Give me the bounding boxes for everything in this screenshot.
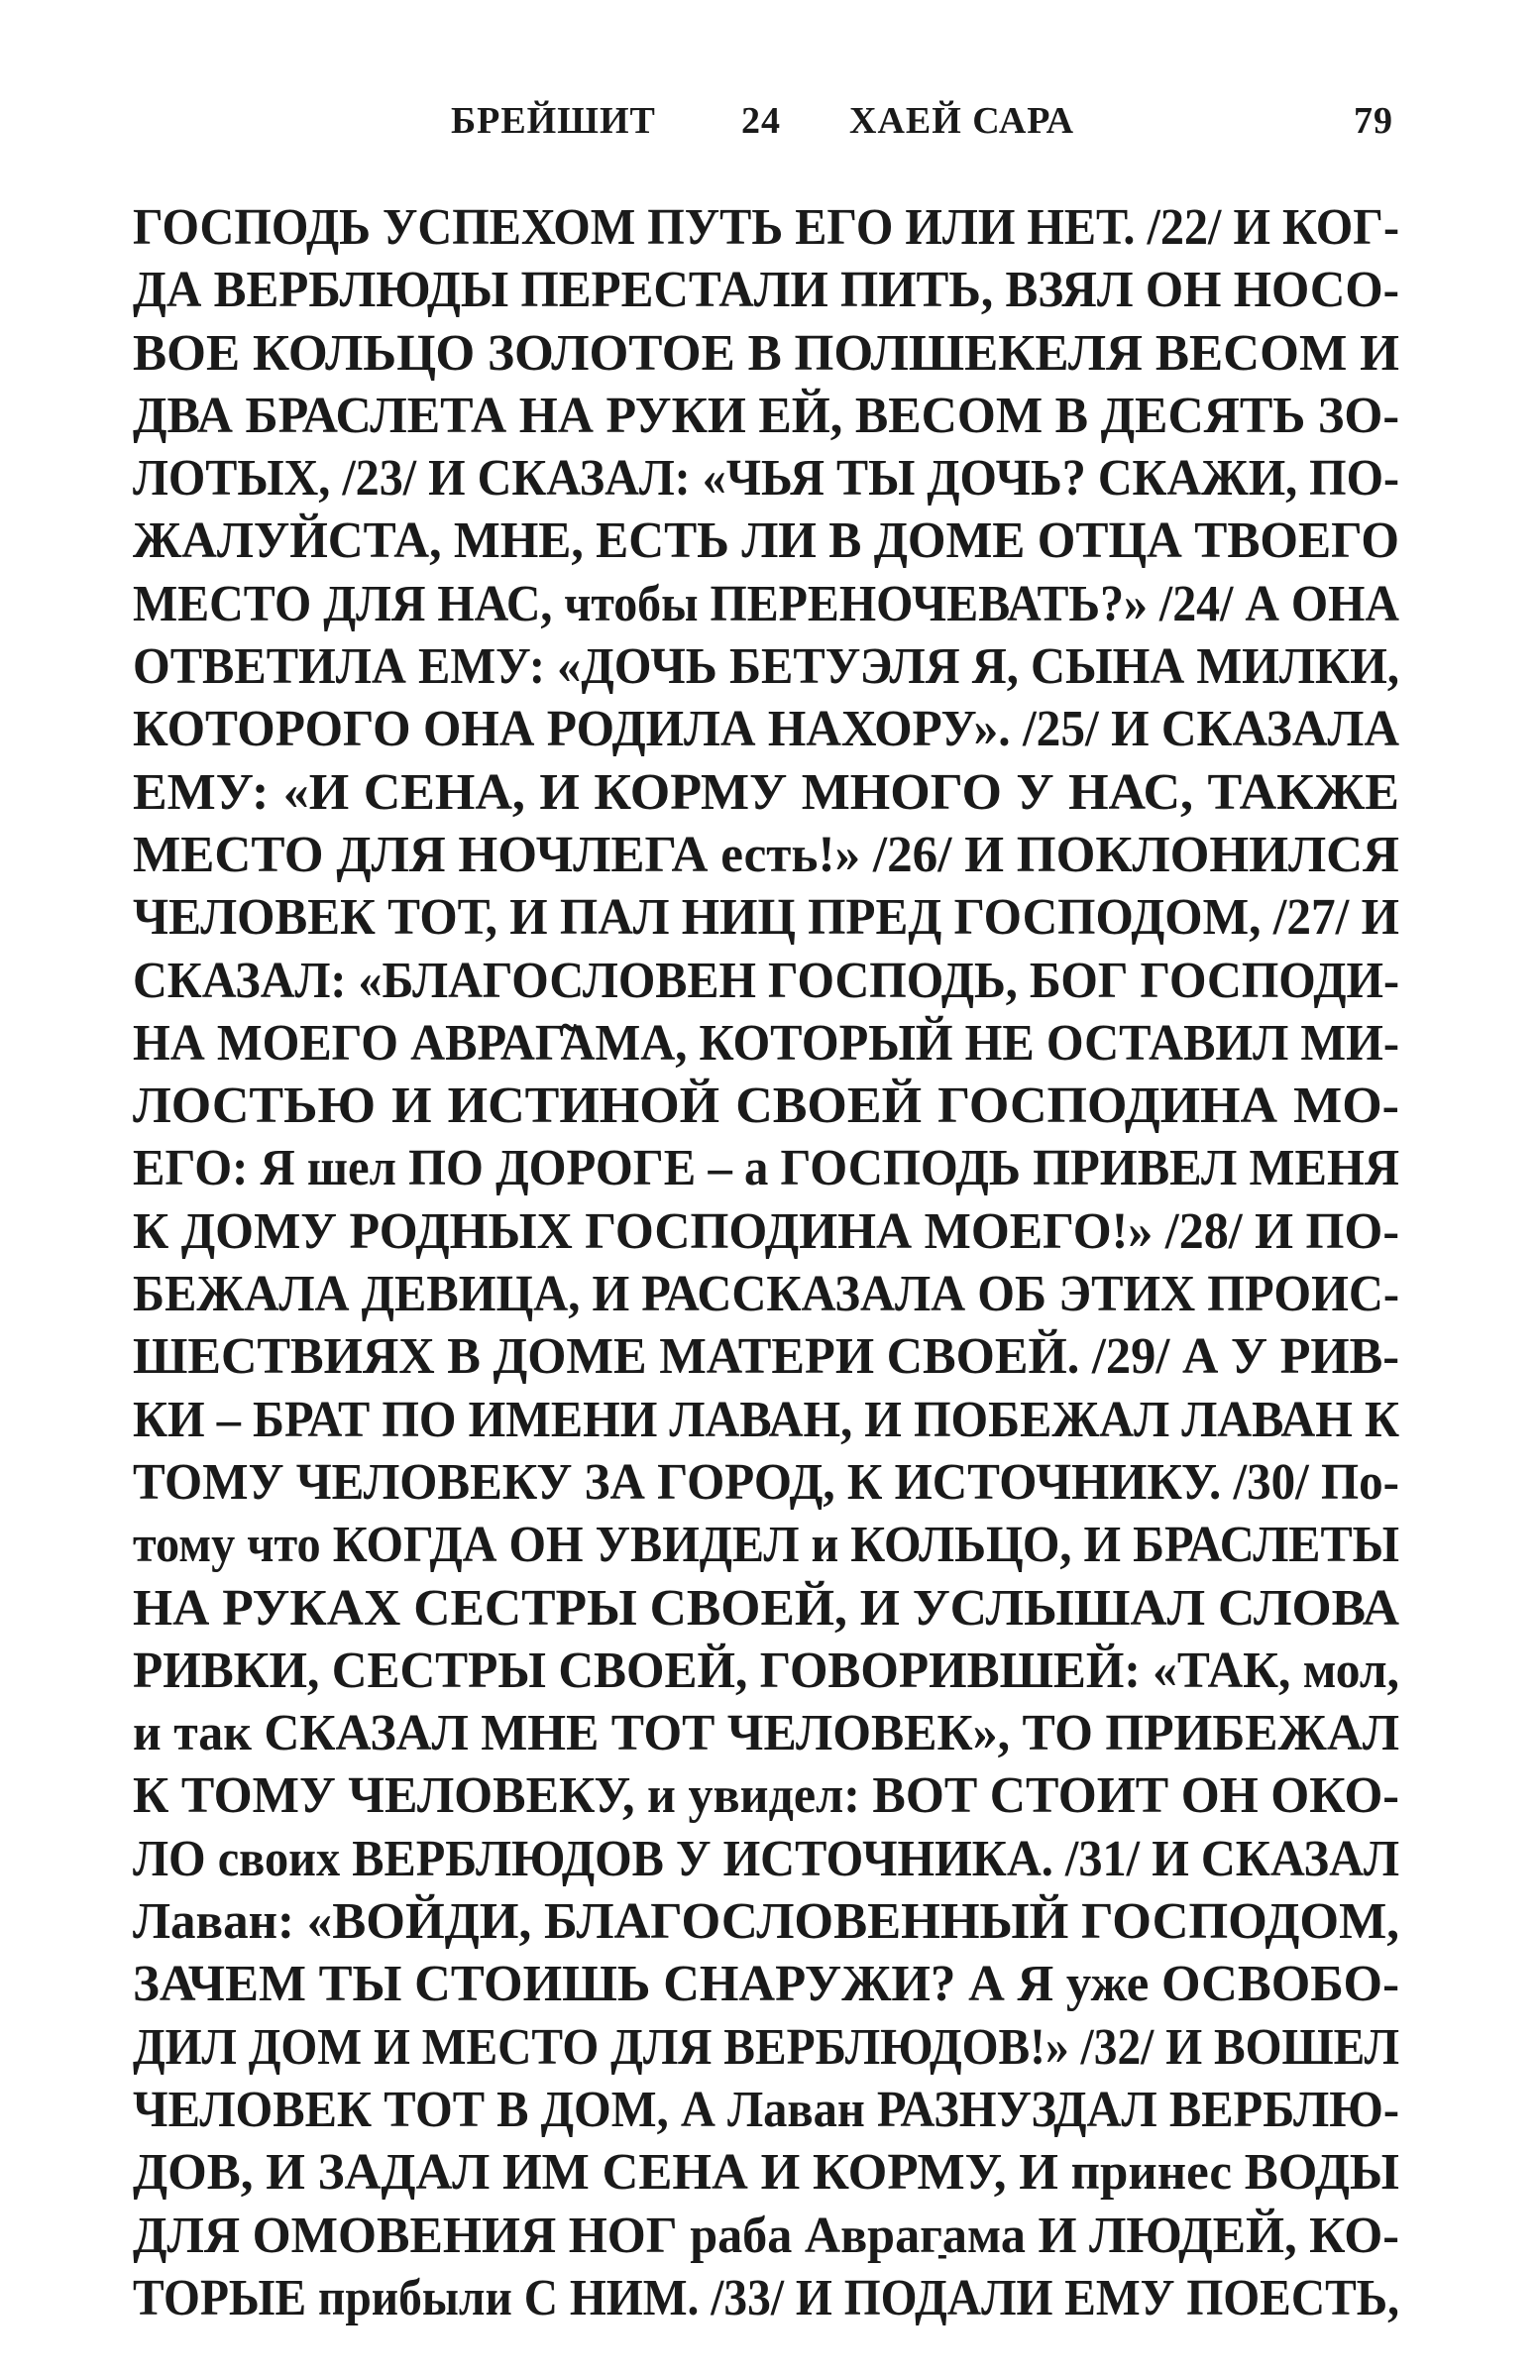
text-line-content: ОТВЕТИЛА ЕМУ: «ДОЧЬ БЕТУЭЛЯ Я, СЫНА МИЛКИ, xyxy=(133,638,1399,696)
text-line-content: ТОМУ ЧЕЛОВЕКУ ЗА ГОРОД, К ИСТОЧНИКУ. /30/ По- xyxy=(133,1453,1399,1511)
text-line xyxy=(133,510,1399,572)
text-line-content: ЛОТЫХ, /23/ И СКАЗАЛ: «ЧЬЯ ТЫ ДОЧЬ? СКАЖИ, ПО- xyxy=(133,450,1399,508)
text-line-content: К ТОМУ ЧЕЛОВЕКУ, и увидел: ВОТ СТОИТ ОН ОКО- xyxy=(133,1767,1399,1825)
text-line xyxy=(133,1263,1399,1325)
text-line-content: ЛО своих ВЕРБЛЮДОВ У ИСТОЧНИКА. /31/ И СКАЗАЛ xyxy=(133,1830,1399,1887)
text-line xyxy=(133,761,1399,824)
text-line xyxy=(133,950,1399,1012)
text-line xyxy=(133,385,1399,447)
text-line-content: К ДОМУ РОДНЫХ ГОСПОДИНА МОЕГО!» /28/ И ПО- xyxy=(133,1202,1399,1260)
text-line-content: ТОРЫЕ прибыли С НИМ. /33/ И ПОДАЛИ ЕМУ ПОЕСТЬ, xyxy=(133,2269,1399,2326)
text-line xyxy=(133,1137,1399,1199)
text-line xyxy=(133,1828,1399,1890)
text-line xyxy=(133,1451,1399,1514)
text-line xyxy=(133,196,1399,259)
text-line xyxy=(133,1702,1399,1764)
text-line-content: ДОВ, И ЗАДАЛ ИМ СЕНА И КОРМУ, И принес ВОДЫ xyxy=(133,2144,1399,2202)
text-line xyxy=(133,2016,1399,2079)
text-line-content: ШЕСТВИЯХ В ДОМЕ МАТЕРИ СВОЕЙ. /29/ А У РИВ- xyxy=(133,1328,1399,1386)
text-line-content: КОТОРОГО ОНА РОДИЛА НАХОРУ». /25/ И СКАЗАЛА xyxy=(133,701,1399,758)
text-line xyxy=(133,1389,1399,1451)
text-line-content: РИВКИ, СЕСТРЫ СВОЕЙ, ГОВОРИВШЕЙ: «ТАК, мол, xyxy=(133,1642,1399,1699)
text-line-content: ДВА БРАСЛЕТА НА РУКИ ЕЙ, ВЕСОМ В ДЕСЯТЬ ЗО- xyxy=(133,387,1399,444)
text-line-content: ЕМУ: «И СЕНА, И КОРМУ МНОГО У НАС, ТАКЖЕ xyxy=(133,763,1399,821)
parsha-title: ХАЕЙ САРА xyxy=(849,100,1075,142)
text-line-content: Лаван: «ВОЙДИ, БЛАГОСЛОВЕННЫЙ ГОСПОДОМ, xyxy=(133,1893,1399,1951)
text-line xyxy=(133,447,1399,510)
text-line-content: ВОЕ КОЛЬЦО ЗОЛОТОЕ В ПОЛШЕКЕЛЯ ВЕСОМ И xyxy=(133,324,1399,382)
text-line xyxy=(133,698,1399,760)
text-line xyxy=(133,1953,1399,2015)
text-line-content: ЧЕЛОВЕК ТОТ, И ПАЛ НИЦ ПРЕД ГОСПОДОМ, /27/ И xyxy=(133,889,1399,947)
text-line-content: ЛОСТЬЮ И ИСТИНОЙ СВОЕЙ ГОСПОДИНА МО- xyxy=(133,1077,1399,1135)
book-title: БРЕЙШИТ xyxy=(451,100,656,142)
text-line-content: МЕСТО ДЛЯ НАС, чтобы ПЕРЕНОЧЕВАТЬ?» /24/ А ОНА xyxy=(133,575,1399,632)
text-line xyxy=(133,886,1399,949)
text-line xyxy=(133,1514,1399,1576)
text-line xyxy=(133,1890,1399,1953)
text-line xyxy=(133,1200,1399,1263)
body-text xyxy=(133,196,1399,2329)
text-line xyxy=(133,2141,1399,2204)
text-line-content: ДИЛ ДОМ И МЕСТО ДЛЯ ВЕРБЛЮДОВ!» /32/ И ВОШЕЛ xyxy=(133,2018,1399,2076)
text-line-content: НА МОЕГО АВРАГ̃АМА, КОТОРЫЙ НЕ ОСТАВИЛ МИ- xyxy=(133,1014,1399,1072)
text-line-content: ЧЕЛОВЕК ТОТ В ДОМ, А Лаван РАЗНУЗДАЛ ВЕРБЛЮ- xyxy=(133,2081,1399,2138)
text-line-content: КИ – БРАТ ПО ИМЕНИ ЛАВАН, И ПОБЕЖАЛ ЛАВАН К xyxy=(133,1391,1399,1448)
text-line-content: СКАЗАЛ: «БЛАГОСЛОВЕН ГОСПОДЬ, БОГ ГОСПОДИ- xyxy=(133,952,1399,1009)
text-line xyxy=(133,2267,1399,2329)
text-line xyxy=(133,259,1399,321)
chapter-number: 24 xyxy=(741,100,781,142)
text-line xyxy=(133,2205,1399,2267)
text-line-content: ГОСПОДЬ УСПЕХОМ ПУТЬ ЕГО ИЛИ НЕТ. /22/ И КОГ- xyxy=(133,199,1399,256)
text-line-content: ЗАЧЕМ ТЫ СТОИШЬ СНАРУЖИ? А Я уже ОСВОБО- xyxy=(133,1956,1399,2013)
page-number: 79 xyxy=(1354,100,1393,142)
text-line xyxy=(133,573,1399,635)
text-line xyxy=(133,1325,1399,1388)
text-line xyxy=(133,1640,1399,1702)
text-line-content: и так СКАЗАЛ МНЕ ТОТ ЧЕЛОВЕК», ТО ПРИБЕЖАЛ xyxy=(133,1705,1399,1762)
text-line-content: ЖАЛУЙСТА, МНЕ, ЕСТЬ ЛИ В ДОМЕ ОТЦА ТВОЕГО xyxy=(133,512,1399,570)
text-line xyxy=(133,1577,1399,1640)
text-line xyxy=(133,1075,1399,1137)
text-line xyxy=(133,1764,1399,1827)
text-line xyxy=(133,2079,1399,2141)
text-line xyxy=(133,824,1399,886)
text-line-content: тому что КОГДА ОН УВИДЕЛ и КОЛЬЦО, И БРАСЛЕТЫ xyxy=(133,1517,1399,1574)
text-line-content: ДЛЯ ОМОВЕНИЯ НОГ раба Аврагַама И ЛЮДЕЙ, КО- xyxy=(133,2207,1399,2264)
text-line xyxy=(133,635,1399,698)
text-line-content: ДА ВЕРБЛЮДЫ ПЕРЕСТАЛИ ПИТЬ, ВЗЯЛ ОН НОСО- xyxy=(133,262,1399,319)
text-line-content: НА РУКАХ СЕСТРЫ СВОЕЙ, И УСЛЫШАЛ СЛОВА xyxy=(133,1579,1399,1637)
text-line-content: ЕГО: Я шел ПО ДОРОГЕ – а ГОСПОДЬ ПРИВЕЛ МЕНЯ xyxy=(133,1140,1399,1197)
text-line-content: МЕСТО ДЛЯ НОЧЛЕГА есть!» /26/ И ПОКЛОНИЛСЯ xyxy=(133,826,1399,883)
text-line xyxy=(133,322,1399,385)
text-line xyxy=(133,1012,1399,1075)
text-line-content: БЕЖАЛА ДЕВИЦА, И РАССКАЗАЛА ОБ ЭТИХ ПРОИС- xyxy=(133,1266,1399,1323)
